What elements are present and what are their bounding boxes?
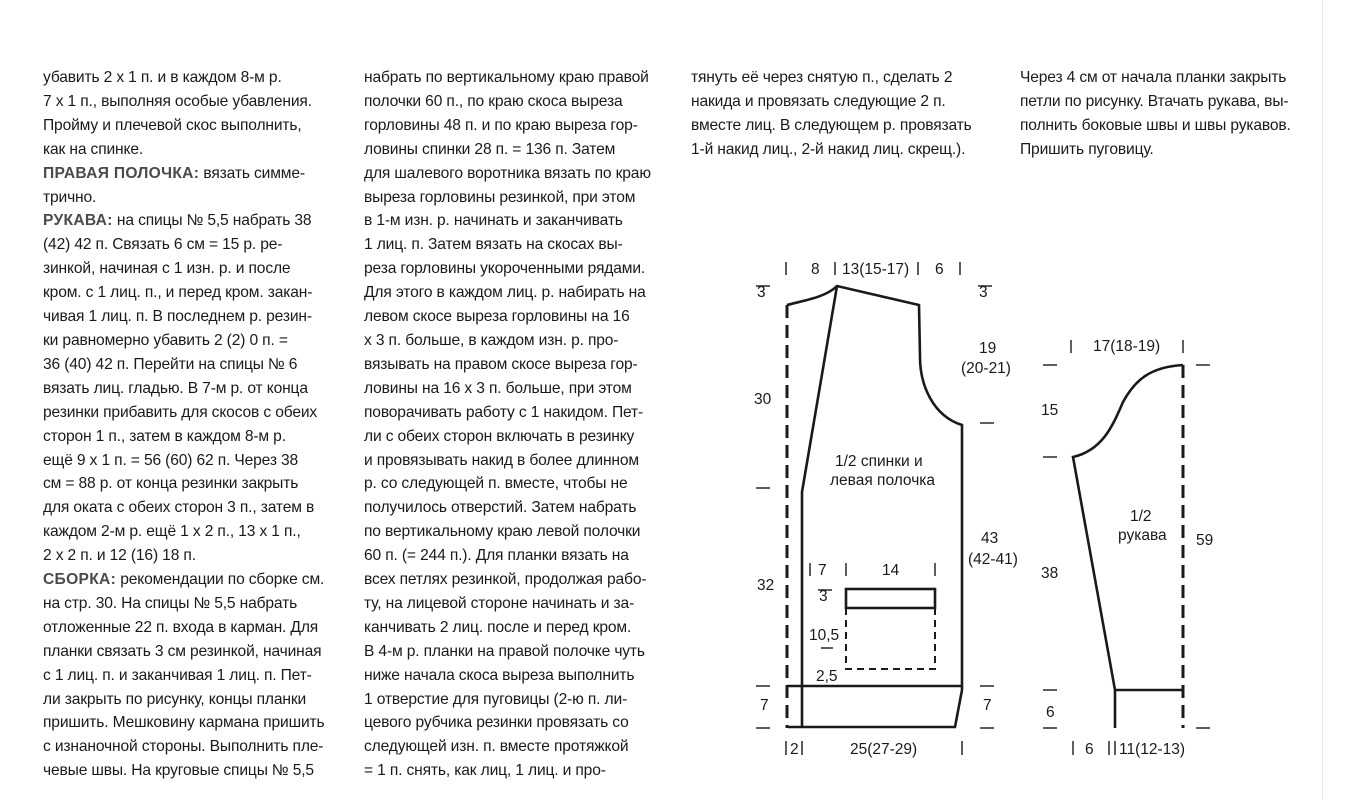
pocket-welt: [846, 589, 935, 608]
text-line: ли с обеих сторон включать в резинку: [364, 427, 635, 445]
dim-label: 7: [983, 697, 992, 714]
text-line: ловины на 16 х 3 п. больше, при этом: [364, 379, 632, 397]
text-line: с изнаночной стороны. Выполнить пле-: [43, 738, 324, 756]
text-line: пришить. Мешковину кармана пришить: [43, 714, 325, 732]
text-line: выреза горловины резинкой, при этом: [364, 188, 636, 206]
dim-label: 43: [981, 530, 999, 547]
body-piece-label: левая полочка: [830, 472, 936, 489]
dim-label: 38: [1041, 565, 1059, 582]
text-line: цевого рубчика резинки провязать со: [364, 714, 629, 732]
text-line: тянуть её через снятую п., сделать 2: [691, 69, 953, 86]
dim-label: 19: [979, 340, 997, 357]
text-line: ниже начала скоса выреза выполнить: [364, 666, 635, 684]
text-line: накида и провязать следующие 2 п.: [691, 92, 946, 110]
pocket-lining-dashed: [846, 608, 935, 669]
text-run: рекомендации по сборке см.: [116, 571, 325, 589]
dim-label: 59: [1196, 532, 1214, 549]
text-line: поворачивать работу с 1 накидом. Пет-: [364, 403, 644, 421]
text-run: вязать симме-: [199, 164, 305, 182]
text-line: 1 отверстие для пуговицы (2-ю п. ли-: [364, 690, 628, 708]
dim-label: 10,5: [809, 627, 840, 644]
text-line: Через 4 см от начала планки закрыть: [1020, 69, 1287, 86]
text-line: зинкой, начиная с 1 изн. р. и после: [43, 260, 291, 278]
dim-label: 7: [818, 562, 827, 579]
text-line: левом скосе выреза горловины на 16: [364, 308, 630, 326]
dim-label: 3: [819, 588, 828, 605]
sleeve-labels: [1041, 338, 1213, 758]
dim-label: 3: [757, 284, 766, 301]
text-line: получилось отверстий. Затем набрать: [364, 499, 637, 517]
text-line: 1 лиц. п. Затем вязать на скосах вы-: [364, 236, 623, 254]
sleeves-heading: РУКАВА:: [43, 212, 113, 230]
text-line: Для этого в каждом лиц. р. набирать на: [364, 284, 646, 302]
text-line: канчивать 2 лиц. после и перед кром.: [364, 618, 632, 636]
text-line: 1-й накид лиц., 2-й накид лиц. скрещ.).: [691, 140, 966, 158]
body-tick-marks: [756, 262, 997, 755]
text-line: по вертикальному краю левой полочки: [364, 523, 641, 541]
assembly-heading: СБОРКА:: [43, 571, 117, 589]
dim-label: 2: [790, 741, 799, 758]
dim-label: 6: [1046, 704, 1055, 721]
dim-label: 25(27-29): [850, 741, 918, 758]
text-line: следующей изн. п. вместе протяжкой: [364, 738, 629, 756]
body-pattern: [787, 286, 962, 728]
text-line: Пришить пуговицу.: [1020, 140, 1154, 158]
text-line: петли по рисунку. Втачать рукава, вы-: [1020, 92, 1289, 110]
text-line: для шалевого воротника вязать по краю: [364, 164, 651, 182]
text-line: отложенные 22 п. входа в карман. Для: [43, 618, 319, 636]
text-line: см = 88 р. от конца резинки закрыть: [43, 475, 299, 493]
dim-label: 2,5: [816, 668, 838, 685]
dim-label: 15: [1041, 402, 1059, 419]
sleeve-piece-label: рукава: [1118, 527, 1167, 544]
dim-label: 6: [935, 261, 944, 278]
text-line: В 4-м р. планки на правой полочке чуть: [364, 642, 645, 660]
dim-label: 3: [979, 284, 988, 301]
dim-label: 8: [811, 261, 820, 278]
dim-label: 11(12-13): [1119, 741, 1186, 758]
dim-label: 30: [754, 391, 772, 408]
text-line: горловины 48 п. и по краю выреза гор-: [364, 116, 638, 134]
text-line: ещё 9 х 1 п. = 56 (60) 62 п. Через 38: [43, 451, 299, 469]
text-line: набрать по вертикальному краю правой: [364, 69, 649, 86]
text-line: вязать лиц. гладью. В 7-м р. от конца: [43, 379, 308, 397]
text-line: ту, на лицевой стороне начинать и за-: [364, 594, 635, 612]
text-line: вместе лиц. В следующем р. провязать: [691, 116, 972, 134]
dim-label: 14: [882, 562, 900, 579]
text-line: реза горловины укороченными рядами.: [364, 260, 646, 278]
text-line: планки связать 3 см резинкой, начиная: [43, 642, 322, 660]
text-line: резинки прибавить для скосов с обеих: [43, 403, 318, 421]
dim-label: 17(18-19): [1093, 338, 1161, 355]
text-line: с 1 лиц. п. и заканчивая 1 лиц. п. Пет-: [43, 666, 312, 684]
body-piece-label: 1/2 спинки и: [835, 453, 923, 470]
text-line: ловины спинки 28 п. = 136 п. Затем: [364, 140, 616, 158]
text-line: 7 х 1 п., выполняя особые убавления.: [43, 92, 312, 110]
text-line: = 1 п. снять, как лиц, 1 лиц. и про-: [364, 762, 606, 780]
text-line: (42) 42 п. Связать 6 см = 15 р. ре-: [43, 236, 283, 254]
text-line: Пройму и плечевой скос выполнить,: [43, 116, 302, 134]
front-neck-line: [802, 286, 840, 727]
text-line: и провязывать накид в более длинном: [364, 451, 639, 469]
text-line: 60 п. (= 244 п.). Для планки вязать на: [364, 547, 629, 565]
text-line: трично.: [43, 188, 97, 206]
text-line: кром. с 1 лиц. п., и перед кром. закан-: [43, 284, 313, 302]
text-line: убавить 2 х 1 п. и в каждом 8-м р.: [43, 69, 282, 86]
dim-label: 6: [1085, 741, 1094, 758]
text-line: полочки 60 п., по краю скоса выреза: [364, 92, 623, 110]
text-line: 2 х 2 п. и 12 (16) 18 п.: [43, 547, 196, 565]
text-line: вязывать на правом скосе выреза гор-: [364, 355, 638, 373]
text-line: 36 (40) 42 п. Перейти на спицы № 6: [43, 355, 298, 373]
text-line: полнить боковые швы и швы рукавов.: [1020, 116, 1291, 134]
dim-label: (20-21): [961, 360, 1011, 377]
text-line: х 3 п. больше, в каждом изн. р. про-: [364, 331, 619, 349]
text-line: чевые швы. На круговые спицы № 5,5: [43, 762, 314, 780]
right-front-heading: ПРАВАЯ ПОЛОЧКА:: [43, 164, 200, 182]
text-line: р. со следующей п. вместе, чтобы не: [364, 475, 628, 493]
text-line: ки равномерно убавить 2 (2) 0 п. =: [43, 331, 288, 349]
text-line: каждом 2-м р. ещё 1 х 2 п., 13 х 1 п.,: [43, 523, 301, 541]
text-line: чивая 1 лиц. п. В последнем р. резин-: [43, 308, 312, 326]
text-line: в 1-м изн. р. начинать и заканчивать: [364, 212, 623, 230]
dim-label: 7: [760, 697, 769, 714]
text-line: для оката с обеих сторон 3 п., затем в: [43, 499, 315, 517]
text-line: ли закрыть по рисунку, концы планки: [43, 690, 307, 708]
text-run: на спицы № 5,5 набрать 38: [112, 212, 312, 230]
text-line: на стр. 30. На спицы № 5,5 набрать: [43, 594, 298, 612]
dim-label: 32: [757, 577, 775, 594]
text-line: сторон 1 п., затем в каждом 8-м р.: [43, 427, 286, 445]
text-line: всех петлях резинкой, продолжая рабо-: [364, 571, 647, 589]
dim-label: 13(15-17): [842, 261, 910, 278]
sleeve-pattern: [1073, 365, 1183, 728]
sleeve-outline: [1073, 365, 1183, 728]
sleeve-piece-label: 1/2: [1130, 508, 1152, 525]
text-line: как на спинке.: [43, 140, 144, 158]
sleeve-tick-marks: [1043, 340, 1210, 755]
body-labels: [754, 261, 1018, 758]
dim-label: (42-41): [968, 551, 1018, 568]
